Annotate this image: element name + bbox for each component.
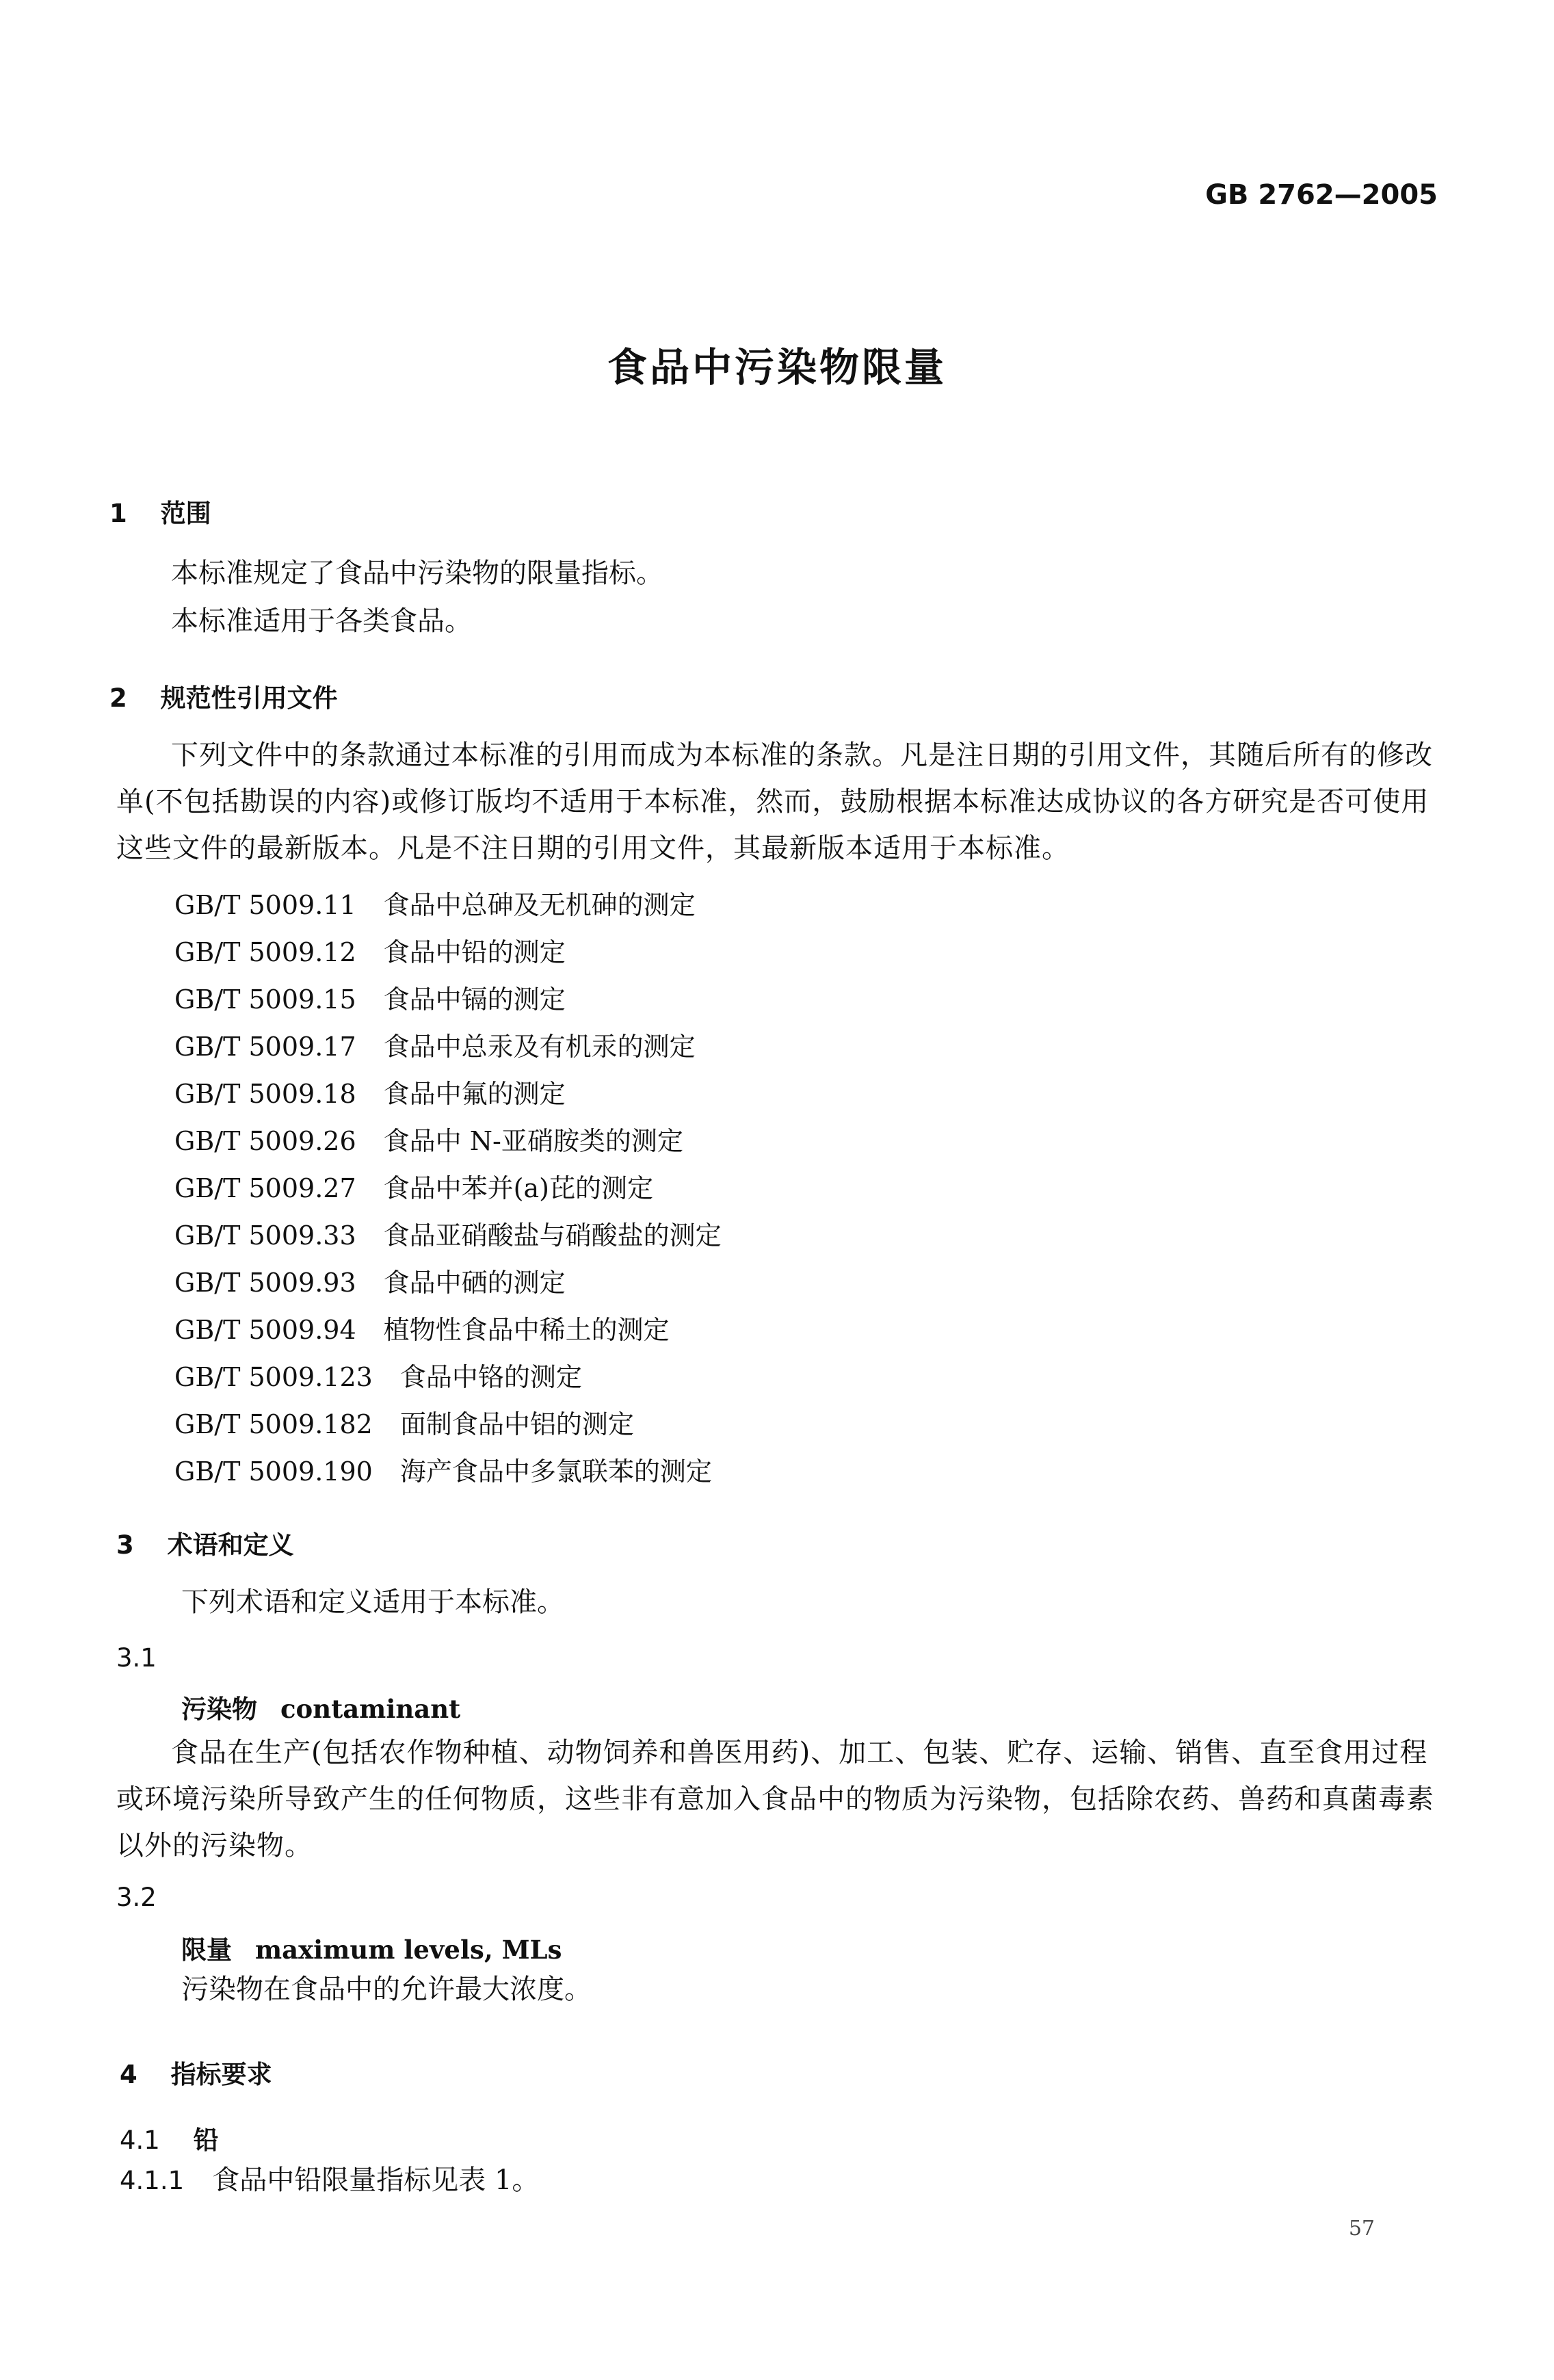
- reference-item: [174, 978, 566, 1016]
- reference-code: GB/T 5009.17: [174, 1032, 356, 1062]
- section-title: 范围: [160, 499, 211, 528]
- reference-name: 食品中总砷及无机砷的测定: [383, 890, 696, 920]
- reference-name: 食品中 N-亚硝胺类的测定: [383, 1126, 683, 1156]
- reference-code: GB/T 5009.27: [174, 1173, 356, 1203]
- term-english: maximum levels, MLs: [255, 1935, 562, 1965]
- reference-code: GB/T 5009.93: [174, 1268, 356, 1298]
- definition-3-1-term: [181, 1688, 460, 1725]
- section-1-line-1: 本标准规定了食品中污染物的限量指标。: [171, 558, 663, 589]
- section-1-heading: [109, 493, 211, 529]
- document-title: 食品中污染物限量: [607, 344, 947, 391]
- section-2-intro: 下列文件中的条款通过本标准的引用而成为本标准的条款。凡是注日期的引用文件，其随后所有的修改单(不包括勘误的内容)或修订版均不适用于本标准，然而，鼓励根据本标准达成协议的各方研究是否可使用这些文件的最新版本。凡是不注日期的引用文件，其最新版本适用于本标准。: [116, 740, 1433, 864]
- reference-item: [174, 1120, 683, 1158]
- reference-item: [174, 1025, 696, 1063]
- section-3-heading: [116, 1524, 294, 1561]
- reference-item: [174, 1450, 712, 1488]
- reference-item: [174, 1261, 566, 1299]
- clause-number: 4.1.1: [120, 2166, 185, 2195]
- subsection-4-1-heading: [120, 2119, 219, 2156]
- reference-item: [174, 884, 696, 921]
- section-2-heading: [109, 677, 338, 714]
- section-number: 3: [116, 1530, 134, 1560]
- section-number: 4: [120, 2060, 137, 2089]
- definition-3-1-text: 食品在生产(包括农作物种植、动物饲养和兽医用药)、加工、包装、贮存、运输、销售、直至食用过程或环境污染所导致产生的任何物质，这些非有意加入食品中的物质为污染物，包括除农药、兽药和真菌毒素以外的污染物。: [116, 1737, 1434, 1861]
- clause-4-1-1: [120, 2166, 539, 2195]
- section-number: 2: [109, 683, 127, 713]
- reference-code: GB/T 5009.123: [174, 1362, 373, 1392]
- reference-item: [174, 1167, 653, 1205]
- reference-code: GB/T 5009.182: [174, 1409, 373, 1439]
- section-title: 指标要求: [170, 2060, 272, 2089]
- reference-item: [174, 1403, 634, 1441]
- section-3-intro: 下列术语和定义适用于本标准。: [181, 1586, 564, 1618]
- term-chinese: 限量: [181, 1935, 232, 1965]
- clause-text: 食品中铅限量指标见表 1。: [212, 2165, 540, 2196]
- reference-name: 面制食品中铝的测定: [399, 1409, 634, 1439]
- reference-name: 食品中苯并(a)芘的测定: [383, 1173, 653, 1203]
- subsection-title: 铅: [193, 2126, 219, 2155]
- reference-code: GB/T 5009.18: [174, 1079, 356, 1109]
- definition-3-2-text: 污染物在食品中的允许最大浓度。: [181, 1974, 592, 2005]
- section-4-heading: [120, 2054, 272, 2091]
- reference-name: 食品中硒的测定: [383, 1268, 566, 1298]
- subsection-number: 4.1: [120, 2126, 160, 2155]
- section-title: 规范性引用文件: [160, 683, 338, 713]
- definition-3-2-term: [181, 1929, 562, 1966]
- reference-code: GB/T 5009.15: [174, 984, 356, 1015]
- reference-name: 食品中镉的测定: [383, 984, 566, 1015]
- reference-item: [174, 931, 566, 969]
- reference-name: 食品中铅的测定: [383, 937, 566, 967]
- reference-name: 食品中氟的测定: [383, 1079, 566, 1109]
- reference-code: GB/T 5009.26: [174, 1126, 356, 1156]
- section-1-line-2: 本标准适用于各类食品。: [171, 605, 472, 637]
- definition-3-1-number: 3.1: [116, 1643, 157, 1673]
- term-english: contaminant: [280, 1694, 461, 1724]
- reference-code: GB/T 5009.11: [174, 890, 356, 920]
- reference-code: GB/T 5009.12: [174, 937, 356, 967]
- reference-name: 植物性食品中稀土的测定: [383, 1315, 670, 1345]
- reference-name: 食品中总汞及有机汞的测定: [383, 1032, 696, 1062]
- page-number: 57: [1348, 2216, 1375, 2240]
- section-title: 术语和定义: [167, 1530, 294, 1560]
- standard-code-header: GB 2762—2005: [1205, 179, 1438, 211]
- definition-3-2-number: 3.2: [116, 1883, 157, 1912]
- reference-item: [174, 1309, 670, 1346]
- reference-item: [174, 1214, 722, 1252]
- term-chinese: 污染物: [181, 1695, 257, 1724]
- reference-code: GB/T 5009.190: [174, 1456, 373, 1487]
- reference-code: GB/T 5009.33: [174, 1220, 356, 1251]
- reference-code: GB/T 5009.94: [174, 1315, 356, 1345]
- section-number: 1: [109, 499, 127, 528]
- reference-item: [174, 1356, 582, 1394]
- reference-name: 食品中铬的测定: [399, 1362, 582, 1392]
- reference-name: 海产食品中多氯联苯的测定: [399, 1456, 712, 1487]
- reference-item: [174, 1073, 566, 1110]
- reference-name: 食品亚硝酸盐与硝酸盐的测定: [383, 1220, 722, 1251]
